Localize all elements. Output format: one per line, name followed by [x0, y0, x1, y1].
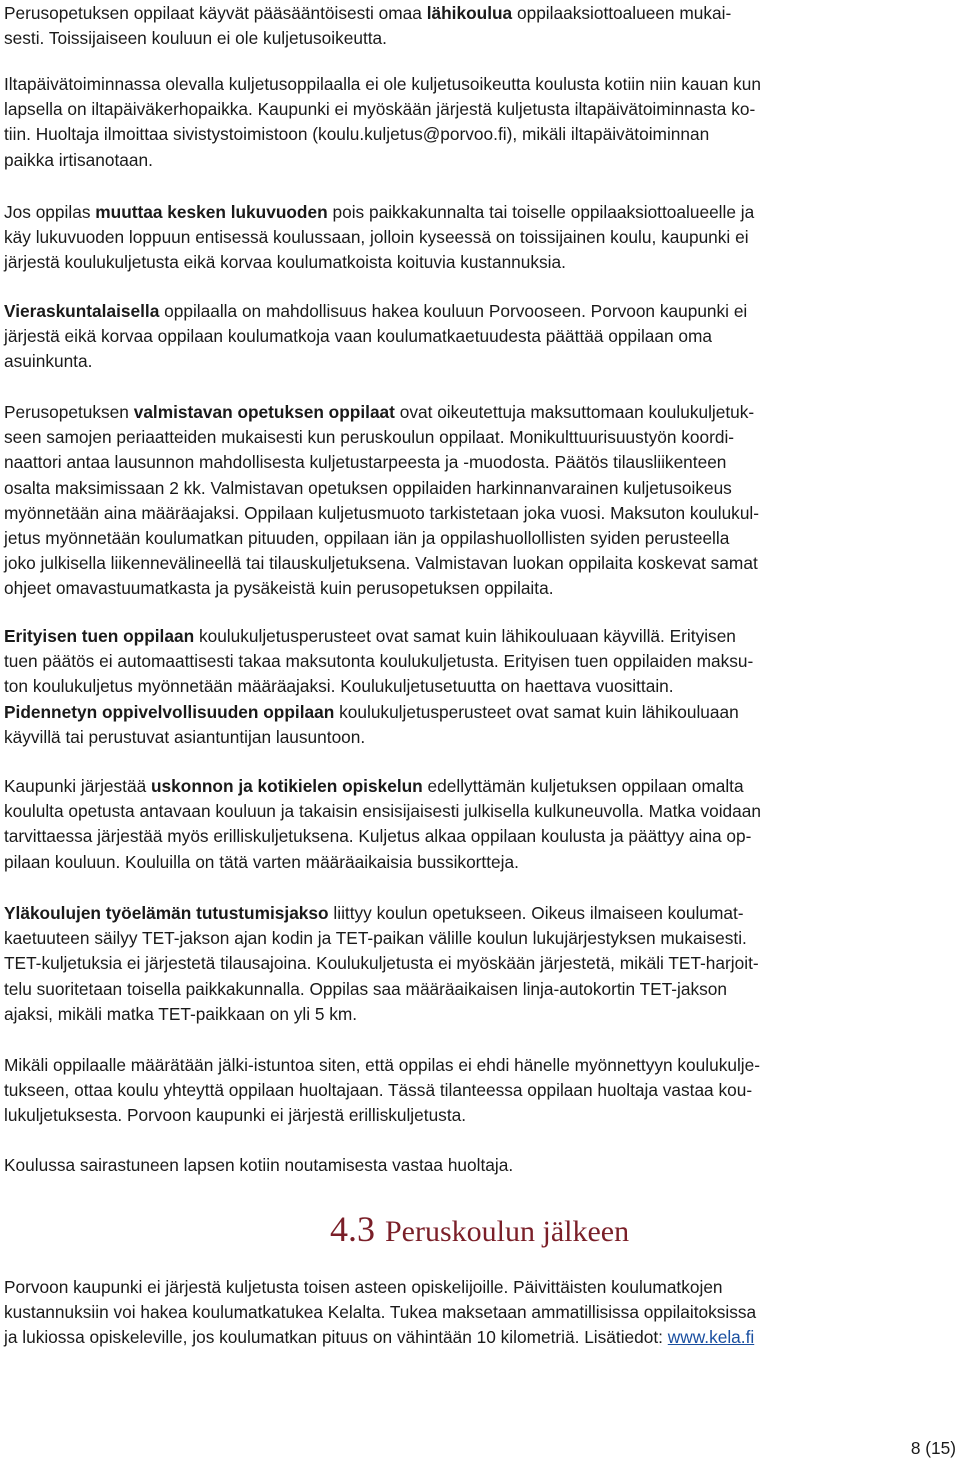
text: koululta opetusta antavaan kouluun ja takaisin ensisijaisesti julkisella kulkuneuvolla. Matka voidaan [4, 801, 761, 822]
text: seen samojen periaatteiden mukaisesti kun peruskoulun oppilaat. Monikulttuurisuustyön koordi- [4, 427, 735, 448]
text: ja lukiossa opiskeleville, jos koulumatkan pituus on vähintään 10 kilometriä. Lisätiedot: [4, 1327, 668, 1348]
text: tukseen, ottaa koulu yhteyttä oppilaan huoltajaan. Tässä tilanteessa oppilaan huoltaja vastaa kou- [4, 1080, 753, 1101]
text: koulukuljetusperusteet ovat samat kuin lähikouluaan käyvillä. Erityisen [194, 626, 736, 646]
text: pois paikkakunnalta tai toiselle oppilaaksiottoalueelle ja [327, 202, 755, 222]
text: asuinkunta. [4, 351, 93, 372]
text: edellyttämän kuljetuksen oppilaan omalta [422, 776, 744, 796]
paragraph-toinen-aste [4, 1275, 756, 1351]
text: kaetuuteen säilyy TET-jakson ajan kodin ja TET-paikan välille koulun lukujärjestyksen mukaisesti. [4, 928, 747, 949]
text: paikka irtisanotaan. [4, 149, 153, 170]
text: ohjeet omavastuumatkasta ja pysäkeistä kuin perusopetuksen oppilaita. [4, 578, 554, 599]
paragraph-uskonto-kotikieli [4, 774, 761, 875]
paragraph-muutto [4, 200, 754, 276]
text: pilaan kouluun. Kouluilla on tätä varten määräaikaisia bussikortteja. [4, 851, 519, 872]
text: käy lukuvuoden loppuun entisessä koulussaan, jolloin kyseessä on toissijainen koulu, kaupunki ei [4, 227, 749, 248]
paragraph-tet-jakso [4, 901, 759, 1027]
bold-term: lähikoulua [426, 3, 513, 23]
text: järjestä eikä korvaa oppilaan koulumatkoja vaan koulumatkaetuudesta päättää oppilaan oma [4, 326, 713, 347]
paragraph-valmistava-opetus [4, 400, 759, 602]
text: TET-kuljetuksia ei järjestetä tilausajoina. Koulukuljetusta ei myöskään järjestetä, mikäli TET-harjoit- [4, 953, 759, 974]
section-number: 4.3 [330, 1209, 375, 1249]
text: oppilaaksiottoalueen mukai- [512, 3, 732, 23]
paragraph-vieraskuntalainen [4, 299, 747, 375]
text: Perusopetuksen [4, 402, 134, 422]
text: Jos oppilas [4, 202, 96, 222]
text: ajaksi, mikäli matka TET-paikkaan on yli 5 km. [4, 1003, 358, 1024]
text: osalta maksimissaan 2 kk. Valmistavan opetuksen oppilaiden harkinnanvarainen kuljetusoikeus [4, 477, 732, 498]
section-heading [330, 1208, 629, 1250]
bold-term: Erityisen tuen oppilaan [4, 626, 195, 646]
text: Perusopetuksen oppilaat käyvät pääsääntöisesti omaa [4, 3, 427, 23]
text: oppilaalla on mahdollisuus hakea kouluun Porvooseen. Porvoon kaupunki ei [159, 301, 748, 321]
paragraph-iltapaivatoiminta [4, 72, 761, 173]
kela-link[interactable]: www.kela.fi [667, 1327, 755, 1348]
text: Koulussa sairastuneen lapsen kotiin noutamisesta vastaa huoltaja. [4, 1155, 514, 1175]
bold-term: Vieraskuntalaisella [4, 301, 160, 321]
text: telu suoritetaan toisella paikkakunnalla. Oppilas saa määräaikaisen linja-autokortin TET-jakson [4, 978, 728, 999]
text: koulukuljetusperusteet ovat samat kuin lähikouluaan [334, 701, 739, 722]
text: käyvillä tai perustuvat asiantuntijan lausuntoon. [4, 726, 366, 747]
bold-term: Pidennetyn oppivelvollisuuden oppilaan [4, 701, 335, 722]
section-title: Peruskoulun jälkeen [385, 1215, 630, 1248]
text: lukuljetuksesta. Porvoon kaupunki ei järjestä erilliskuljetusta. [4, 1105, 467, 1126]
bold-term: muuttaa kesken lukuvuoden [95, 202, 328, 222]
text: Kaupunki järjestää [4, 776, 151, 796]
paragraph-erityinen-tuki [4, 624, 753, 750]
text: lapsella on iltapäiväkerhopaikka. Kaupunki ei myöskään järjestä kuljetusta iltapäivätoiminnasta ko- [4, 99, 756, 120]
text: tarvittaessa järjestää myös erilliskuljetuksena. Kuljetus alkaa oppilaan koulusta ja päättyy aina op- [4, 826, 752, 847]
page-number: 8 (15) [910, 1438, 956, 1458]
paragraph-jalki-istunto [4, 1053, 760, 1129]
text: kustannuksiin voi hakea koulumatkatukea Kelalta. Tukea maksetaan ammatillisissa oppilaitoksissa [4, 1302, 757, 1323]
text: ton koulukuljetus myönnetään määräajaksi. Koulukuljetusetuutta on haettava vuosittain. [4, 676, 674, 697]
text: liittyy koulun opetukseen. Oikeus ilmaiseen koulumat- [328, 903, 744, 923]
bold-term: valmistavan opetuksen oppilaat [133, 402, 395, 422]
text: tuen päätös ei automaattisesti takaa maksutonta koulukuljetusta. Erityisen tuen oppilaiden maksu- [4, 651, 754, 672]
text: Porvoon kaupunki ei järjestä kuljetusta toisen asteen opiskelijoille. Päivittäisten koulumatkojen [4, 1277, 723, 1297]
text: joko julkisella liikennevälineellä tai tilauskuljetuksena. Valmistavan luokan oppilaita koskevat samat [4, 553, 758, 574]
text: jetus myönnetään koulumatkan pituuden, oppilaan iän ja oppilashuollollisten syiden perusteella [4, 528, 730, 549]
bold-term: uskonnon ja kotikielen opiskelun [150, 776, 423, 796]
paragraph-sairastuminen [4, 1153, 513, 1178]
text: Iltapäivätoiminnassa olevalla kuljetusoppilaalla ei ole kuljetusoikeutta koulusta kotiin niin kauan kun [4, 74, 761, 94]
text: Mikäli oppilaalle määrätään jälki-istuntoa siten, että oppilas ei ehdi hänelle myönnettyyn koulukulje- [4, 1055, 761, 1075]
paragraph-lahikoulu [4, 1, 731, 51]
text: järjestä koulukuljetusta eikä korvaa koulumatkoista koituvia kustannuksia. [4, 252, 566, 273]
text: ovat oikeutettuja maksuttomaan koulukuljetuk- [394, 402, 755, 422]
text: sesti. Toissijaiseen kouluun ei ole kuljetusoikeutta. [4, 28, 387, 49]
text: tiin. Huoltaja ilmoittaa sivistystoimistoon (koulu.kuljetus@porvoo.fi), mikäli iltapäivätoiminnan [4, 124, 710, 145]
text: naattori antaa lausunnon mahdollisesta kuljetustarpeesta ja -muodosta. Päätös tilausliikenteen [4, 452, 727, 473]
bold-term: Yläkoulujen työelämän tutustumisjakso [4, 903, 329, 923]
text: myönnetään aina määräajaksi. Oppilaan kuljetusmuoto tarkistetaan joka vuosi. Maksuton koulukul- [4, 502, 760, 523]
